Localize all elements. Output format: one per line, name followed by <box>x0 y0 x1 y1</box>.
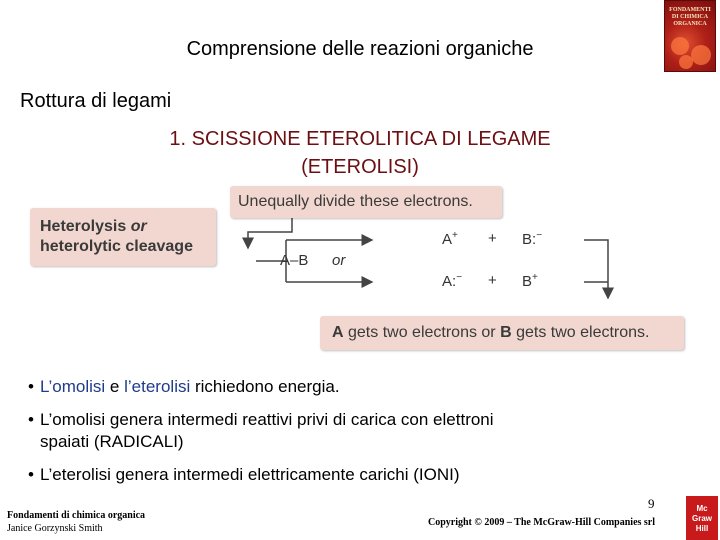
cover-title-line-2: DI CHIMICA <box>671 14 709 20</box>
cover-title <box>667 7 713 28</box>
bullet-text: L’omolisi e l’eterolisi richiedono energia. <box>40 377 340 396</box>
subtitle <box>0 125 720 181</box>
bullet-line-2: spaiati (RADICALI) <box>40 432 184 451</box>
bottom-plus-sign: + <box>488 272 497 289</box>
page-number: 9 <box>648 496 655 511</box>
heterolysis-word: Heterolysis <box>40 218 131 235</box>
mcgraw-hill-logo <box>686 496 718 540</box>
label-mid: gets two electrons or <box>343 324 501 341</box>
copyright-notice: Copyright © 2009 – The McGraw-Hill Companies srl <box>428 517 656 528</box>
electron-outcome-label <box>320 316 684 350</box>
cover-flower-3 <box>679 55 693 69</box>
heterolysis-diagram <box>28 180 688 360</box>
bullet-line-1: L’omolisi genera intermedi reattivi privi di carica con elettroni <box>40 410 494 429</box>
top-plus-sign: + <box>488 230 497 247</box>
product-a-anion: A:− <box>442 272 463 290</box>
bullet-dot: • <box>28 377 34 396</box>
logo-line-2: Graw <box>691 514 712 523</box>
product-b-cation: B+ <box>522 272 538 290</box>
bullet-dot: • <box>28 465 34 484</box>
unequal-division-label: Unequally divide these electrons. <box>230 186 502 218</box>
subtitle-line-2: (ETEROLISI) <box>301 156 419 178</box>
bullet-text <box>40 409 690 453</box>
footer-book-info <box>7 509 145 535</box>
bullet-text: L’eterolisi genera intermedi elettricamente carichi (IONI) <box>40 465 460 484</box>
product-a-cation: A+ <box>442 230 458 248</box>
cover-flower-1 <box>671 37 689 55</box>
logo-line-3: Hill <box>695 524 709 533</box>
bond-a-b: A–B <box>280 252 309 269</box>
subtitle-line-1: 1. SCISSIONE ETEROLITICA DI LEGAME <box>169 128 551 150</box>
logo-line-1: Mc <box>696 504 708 513</box>
book-cover-image <box>664 0 716 72</box>
cover-flower-2 <box>691 45 711 65</box>
label-a-bold: A <box>332 324 344 341</box>
footer-book-title: Fondamenti di chimica organica <box>7 510 146 521</box>
heterolysis-line-2: heterolytic cleavage <box>40 238 193 255</box>
cover-title-line-3: ORGANICA <box>673 21 707 27</box>
bullet-dot: • <box>28 410 34 429</box>
slide-title: Comprensione delle reazioni organiche <box>186 38 534 60</box>
or-word-italic: or <box>130 218 147 235</box>
footer-author: Janice Gorzynski Smith <box>7 523 103 534</box>
product-b-anion: B:− <box>522 230 543 248</box>
label-end: gets two electrons. <box>511 324 650 341</box>
cover-title-line-1: FONDAMENTI <box>669 7 711 13</box>
right-connector-line <box>584 240 608 298</box>
or-label: or <box>332 252 346 269</box>
heterolysis-label <box>30 208 216 266</box>
label-b-bold: B <box>500 324 512 341</box>
heterolysis-line-1 <box>40 217 216 237</box>
section-title: Rottura di legami <box>20 90 172 112</box>
